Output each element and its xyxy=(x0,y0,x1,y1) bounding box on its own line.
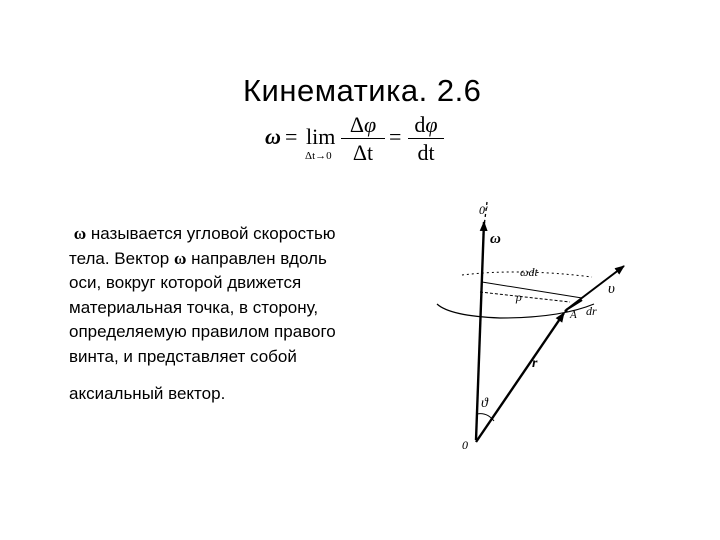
label-o-prime: 0' xyxy=(479,203,488,217)
body-line-3: оси, вокруг которой движется xyxy=(69,273,302,292)
body-line-2a: тела. Вектор xyxy=(69,248,174,268)
formula-omega: ω xyxy=(265,124,281,149)
formula-fraction-delta xyxy=(341,112,385,167)
body-line-2b: направлен вдоль xyxy=(186,248,327,268)
formula-frac2-phi: φ xyxy=(425,112,438,137)
body-omega-1: ω xyxy=(73,224,87,243)
point-a xyxy=(564,309,567,312)
omega-dt-line xyxy=(482,282,582,298)
label-dr: dr xyxy=(586,304,597,318)
radius-vector-arrow xyxy=(476,313,564,442)
label-omega-dt: ωdt xyxy=(520,265,538,279)
body-line-6: винта, и представляет собой xyxy=(69,346,297,366)
formula-lim-subscript: Δt→0 xyxy=(305,150,332,162)
formula-frac2-d: d xyxy=(414,112,426,137)
formula-fraction-derivative xyxy=(408,112,444,167)
formula-frac2-denominator: dt xyxy=(417,140,435,165)
body-text xyxy=(69,222,409,407)
body-line-7: аксиальный вектор. xyxy=(69,384,226,403)
formula-equals-2: = xyxy=(389,124,402,149)
slide-title: Кинематика. 2.6 xyxy=(243,73,482,108)
label-rho: ρ xyxy=(516,290,522,304)
label-o: 0 xyxy=(462,438,468,452)
body-line-5: определяемую правилом правого xyxy=(69,322,336,341)
formula-frac1-delta: Δ xyxy=(349,112,364,137)
label-a: A xyxy=(570,309,577,321)
body-line-4: материальная точка, в сторону, xyxy=(69,297,319,317)
formula-equals-1: = xyxy=(285,124,298,149)
formula-lim: lim xyxy=(306,124,336,149)
rotation-diagram xyxy=(420,190,650,480)
label-v: υ xyxy=(608,281,615,297)
label-omega: ω xyxy=(490,231,501,247)
body-line-1: называется угловой скоростью xyxy=(86,224,336,243)
label-r: r xyxy=(532,356,538,371)
label-theta: ϑ xyxy=(481,396,488,411)
angular-velocity-formula xyxy=(265,112,445,172)
body-omega-2: ω xyxy=(173,248,187,268)
formula-frac1-denominator: Δt xyxy=(352,140,374,165)
formula-frac1-phi: φ xyxy=(363,112,377,137)
